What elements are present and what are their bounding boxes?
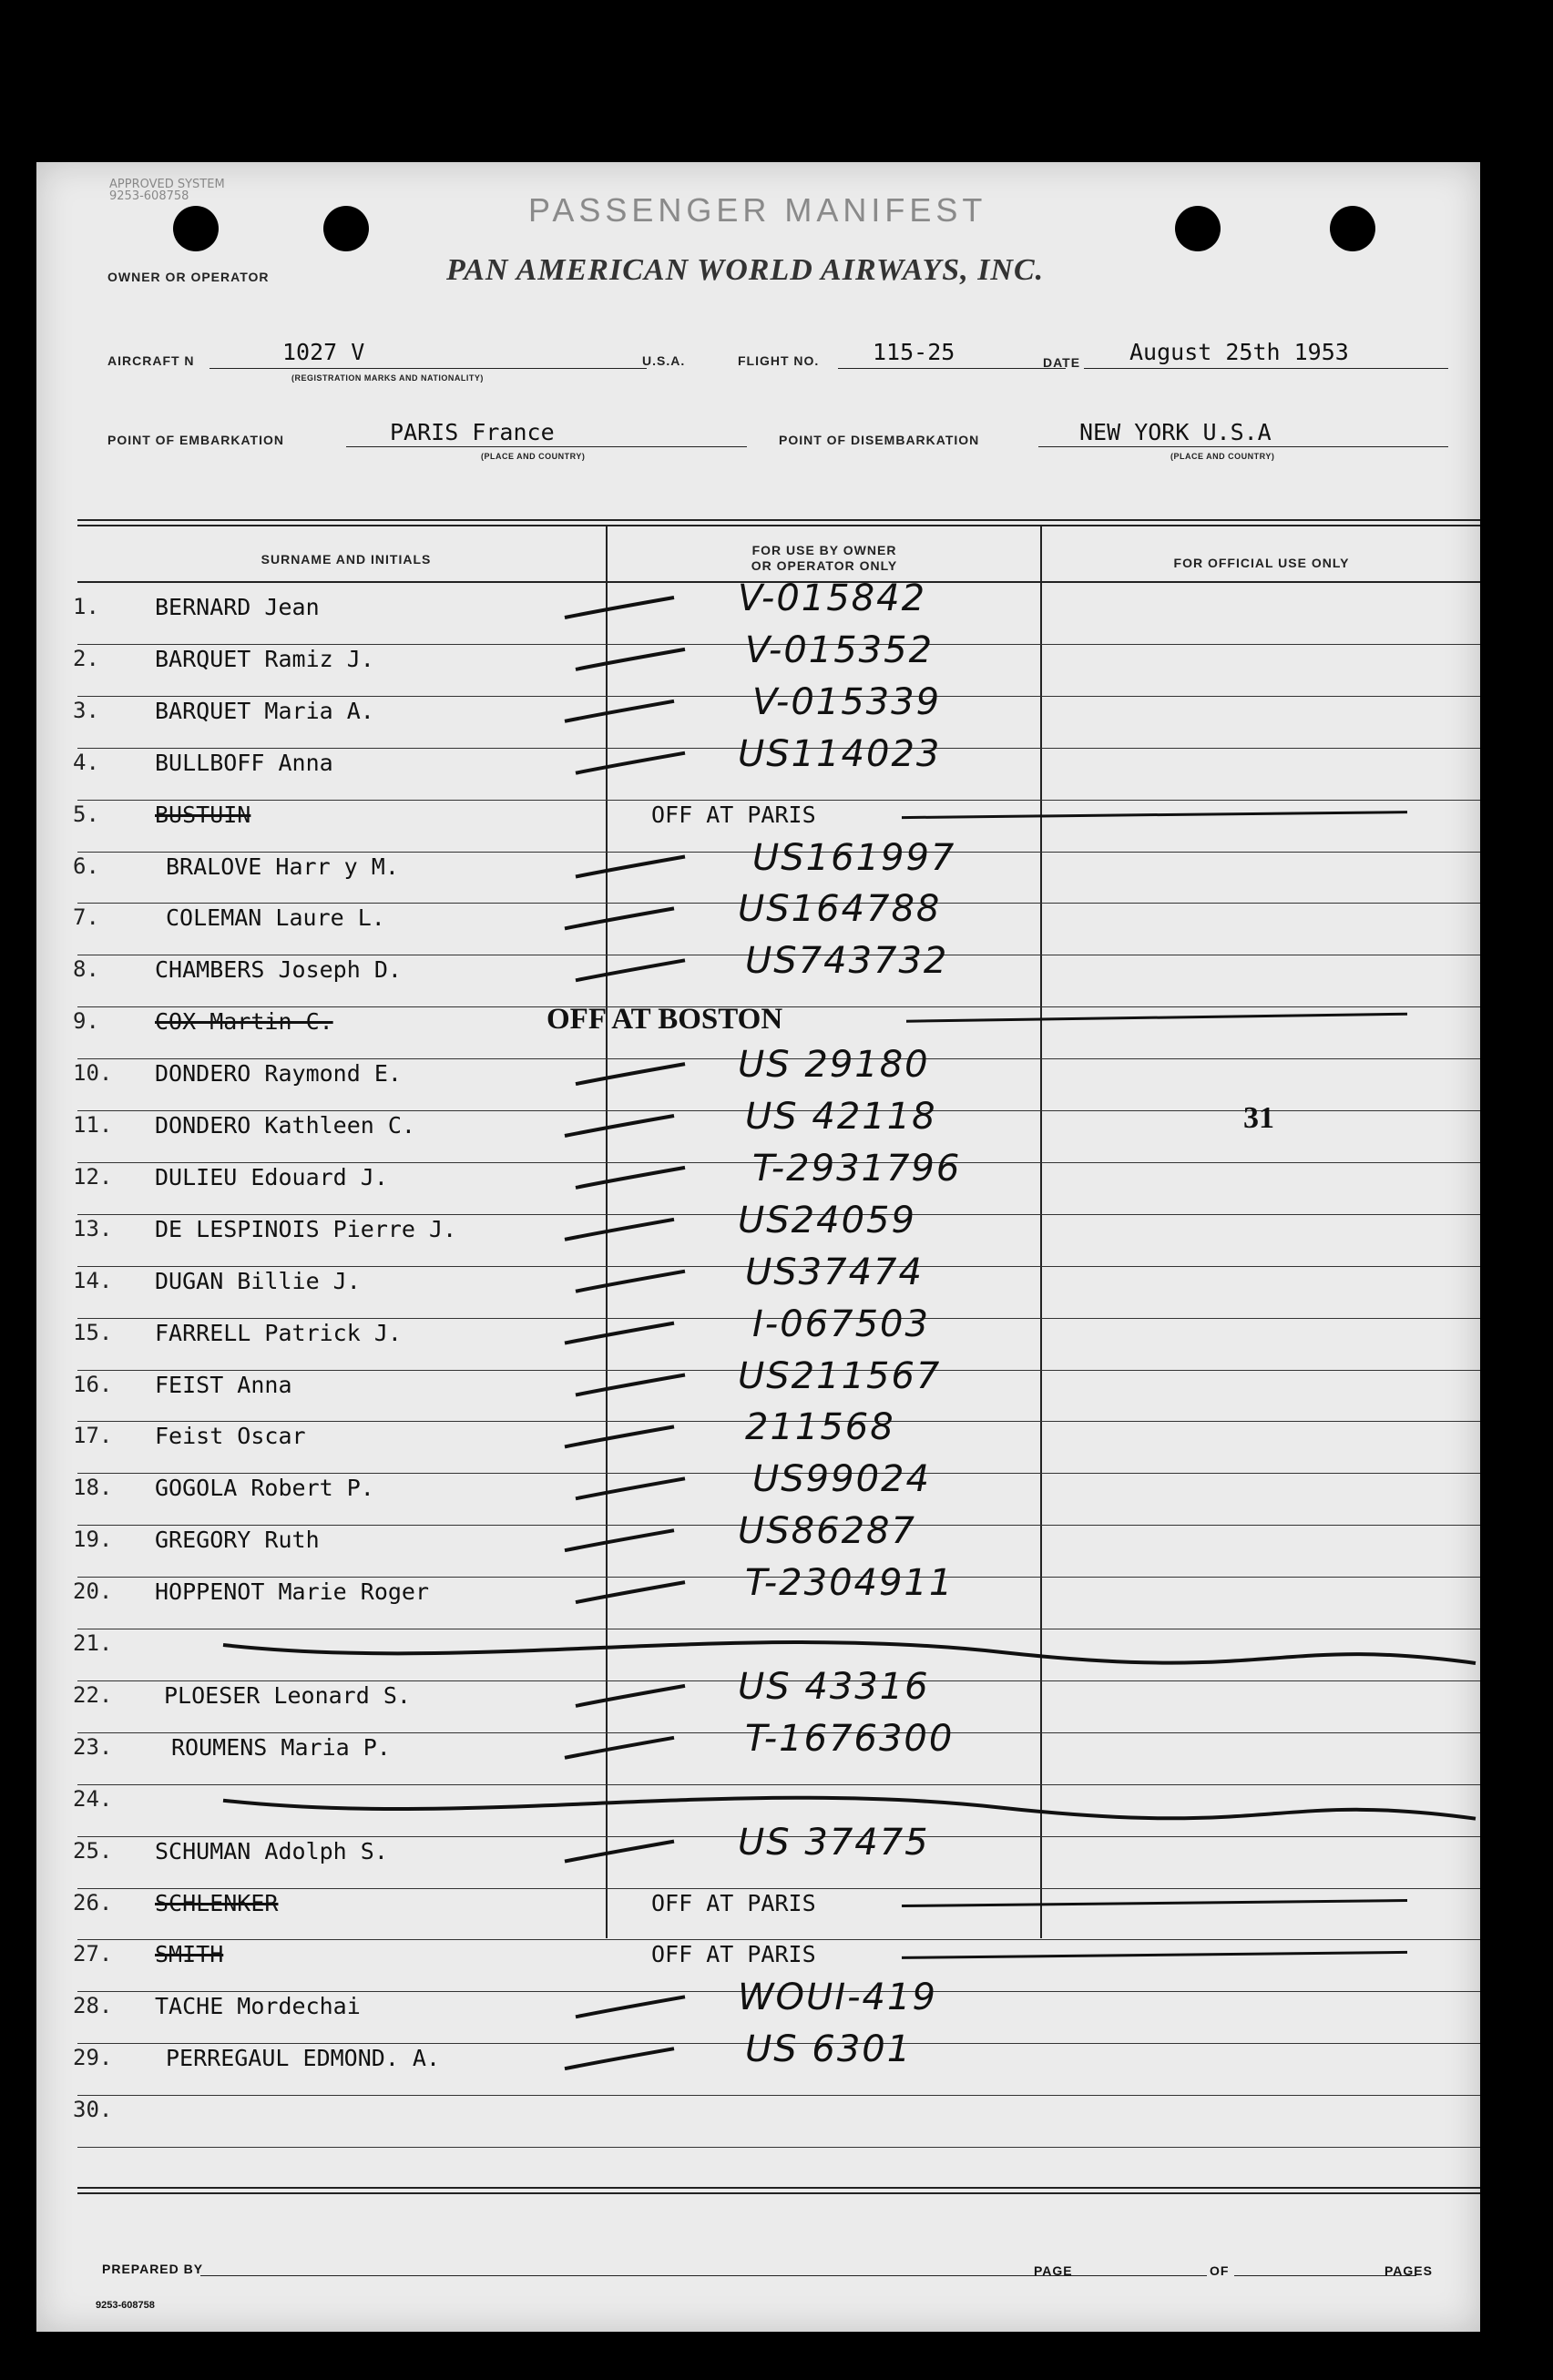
row-number: 4. — [73, 749, 99, 775]
flight-label: FLIGHT NO. — [738, 353, 820, 368]
document-number: V-015352 — [745, 628, 935, 671]
off-note: OFF AT PARIS — [651, 1941, 816, 1968]
row-number: 25. — [73, 1837, 113, 1864]
document-number: US99024 — [752, 1458, 931, 1501]
document-number: US211567 — [738, 1354, 942, 1397]
passenger-name: PERREGAUL EDMOND. A. — [166, 2045, 441, 2072]
row-number: 30. — [73, 2097, 113, 2123]
row-number: 22. — [73, 1681, 113, 1708]
document-number: US86287 — [738, 1510, 916, 1553]
disembark-label: POINT OF DISEMBARKATION — [779, 433, 980, 447]
document-number: I-067503 — [752, 1302, 930, 1345]
passenger-name: TACHE Mordechai — [155, 1993, 361, 2020]
aircraft-label: AIRCRAFT N — [107, 353, 195, 368]
passenger-name: SCHLENKER — [155, 1889, 279, 1916]
row-number: 26. — [73, 1889, 113, 1915]
embark-value: PARIS France — [390, 419, 555, 445]
row-number: 23. — [73, 1733, 113, 1760]
passenger-name: DONDERO Kathleen C. — [155, 1112, 415, 1139]
document-number: US 6301 — [745, 2028, 913, 2071]
row-number: 1. — [73, 594, 99, 619]
disembark-value: NEW YORK U.S.A — [1079, 419, 1272, 445]
row-number: 8. — [73, 956, 99, 983]
row-number: 15. — [73, 1319, 113, 1345]
row-number: 20. — [73, 1578, 113, 1605]
document-number: T-2931796 — [752, 1147, 962, 1190]
document-number: US743732 — [745, 940, 949, 983]
document-number: US 29180 — [738, 1044, 930, 1087]
check-mark — [576, 1997, 685, 2017]
passenger-name: BARQUET Ramiz J. — [155, 645, 374, 672]
check-mark — [565, 908, 674, 928]
document-number: US37474 — [745, 1251, 924, 1293]
row-number: 13. — [73, 1215, 113, 1241]
check-mark — [565, 1842, 674, 1862]
check-mark — [565, 1220, 674, 1240]
passenger-name: SMITH — [155, 1941, 224, 1968]
pages-label: PAGES — [1384, 2263, 1433, 2278]
row-number: 29. — [73, 2045, 113, 2071]
check-mark — [576, 960, 685, 980]
row-number: 5. — [73, 801, 99, 827]
document-number: WOUI-419 — [738, 1977, 937, 2019]
document-number: T-2304911 — [745, 1562, 955, 1605]
embark-label: POINT OF EMBARKATION — [107, 433, 284, 447]
official-use-header: FOR OFFICIAL USE ONLY — [1173, 556, 1350, 570]
document-number: US 37475 — [738, 1821, 930, 1864]
document-number: V-015842 — [738, 577, 927, 619]
passenger-name: BRALOVE Harr y M. — [166, 853, 399, 880]
row-number: 16. — [73, 1371, 113, 1397]
passenger-name: BULLBOFF Anna — [155, 749, 333, 776]
row-number: 9. — [73, 1008, 99, 1035]
check-mark — [565, 1738, 674, 1758]
check-mark — [565, 1323, 674, 1343]
form-number: 9253-608758 — [96, 2300, 155, 2311]
form-title: PASSENGER MANIFEST — [528, 191, 987, 229]
row-number: 24. — [73, 1785, 113, 1812]
check-mark — [576, 857, 685, 877]
void-line — [902, 1901, 1407, 1906]
passenger-name: GOGOLA Robert P. — [155, 1475, 374, 1502]
passenger-name: HOPPENOT Marie Roger — [155, 1578, 430, 1606]
usa-label: U.S.A. — [642, 353, 686, 368]
check-mark — [565, 701, 674, 721]
row-number: 21. — [73, 1630, 113, 1656]
check-mark — [565, 2048, 674, 2068]
passenger-name: COX Martin C. — [155, 1008, 333, 1036]
void-wave — [223, 1798, 1476, 1819]
passenger-name: BUSTUIN — [155, 801, 251, 828]
check-mark — [576, 1168, 685, 1188]
check-mark — [565, 1426, 674, 1446]
registration-note: (REGISTRATION MARKS AND NATIONALITY) — [291, 373, 484, 383]
passenger-name: PLOESER Leonard S. — [164, 1681, 411, 1709]
row-number: 2. — [73, 645, 99, 671]
document-number: US164788 — [738, 888, 942, 931]
document-number: 211568 — [745, 1406, 895, 1449]
passenger-name: DE LESPINOIS Pierre J. — [155, 1215, 457, 1242]
document-number: V-015339 — [752, 680, 942, 723]
off-note: OFF AT PARIS — [651, 1889, 816, 1916]
off-note: OFF AT BOSTON — [547, 1003, 783, 1037]
row-number: 3. — [73, 697, 99, 723]
check-mark — [565, 1530, 674, 1550]
passenger-name: FEIST Anna — [155, 1371, 292, 1398]
row-number: 27. — [73, 1941, 113, 1967]
date-value: August 25th 1953 — [1129, 339, 1349, 365]
row-number: 12. — [73, 1163, 113, 1190]
void-line — [902, 812, 1407, 818]
row-number: 28. — [73, 1993, 113, 2019]
void-wave — [223, 1642, 1476, 1663]
row-number: 17. — [73, 1423, 113, 1449]
row-number: 11. — [73, 1112, 113, 1138]
passenger-name: DONDERO Raymond E. — [155, 1060, 402, 1088]
check-mark — [576, 649, 685, 669]
row-number: 10. — [73, 1060, 113, 1087]
embark-note: (PLACE AND COUNTRY) — [481, 452, 586, 461]
approval-stamp: APPROVED SYSTEM 9253-608758 — [109, 178, 225, 203]
check-mark — [576, 1272, 685, 1292]
owner-label: OWNER OR OPERATOR — [107, 270, 270, 284]
passenger-name: SCHUMAN Adolph S. — [155, 1837, 388, 1864]
passenger-name: CHAMBERS Joseph D. — [155, 956, 402, 984]
prepared-label: PREPARED BY — [102, 2262, 204, 2276]
check-mark — [576, 1686, 685, 1706]
document-number: T-1676300 — [745, 1717, 955, 1760]
void-line — [902, 1952, 1407, 1957]
check-mark — [565, 1116, 674, 1136]
check-mark — [576, 1582, 685, 1602]
row-number: 14. — [73, 1267, 113, 1293]
passenger-name: BERNARD Jean — [155, 594, 320, 620]
owner-use-header: FOR USE BY OWNER OR OPERATOR ONLY — [751, 543, 898, 573]
passenger-name: COLEMAN Laure L. — [166, 904, 385, 932]
page-label: PAGE — [1034, 2263, 1073, 2278]
disembark-note: (PLACE AND COUNTRY) — [1170, 452, 1275, 461]
passenger-name: DUGAN Billie J. — [155, 1267, 361, 1294]
aircraft-value: 1027 V — [282, 339, 365, 365]
document-number: US114023 — [738, 732, 942, 775]
row-number: 18. — [73, 1475, 113, 1501]
passenger-name: FARRELL Patrick J. — [155, 1319, 402, 1346]
void-line — [906, 1014, 1407, 1021]
flight-value: 115-25 — [873, 339, 955, 365]
document-number: US 43316 — [738, 1665, 930, 1708]
of-label: OF — [1210, 2263, 1230, 2278]
check-mark — [576, 1375, 685, 1395]
check-mark — [576, 753, 685, 773]
check-mark — [576, 1478, 685, 1498]
document-number: US 42118 — [745, 1096, 937, 1138]
operator-name: PAN AMERICAN WORLD AIRWAYS, INC. — [446, 253, 1045, 287]
passenger-name: BARQUET Maria A. — [155, 697, 374, 724]
off-note: OFF AT PARIS — [651, 801, 816, 828]
check-mark — [576, 1064, 685, 1084]
official-mark: 31 — [1243, 1101, 1274, 1135]
surname-header: SURNAME AND INITIALS — [261, 552, 432, 567]
date-label: DATE — [1043, 355, 1081, 370]
document-number: US24059 — [738, 1199, 916, 1241]
row-number: 19. — [73, 1527, 113, 1553]
passenger-name: GREGORY Ruth — [155, 1527, 320, 1554]
passenger-name: ROUMENS Maria P. — [171, 1733, 391, 1761]
row-number: 6. — [73, 853, 99, 879]
passenger-name: DULIEU Edouard J. — [155, 1163, 388, 1190]
row-number: 7. — [73, 904, 99, 931]
document-number: US161997 — [752, 836, 956, 879]
passenger-name: Feist Oscar — [155, 1423, 306, 1450]
check-mark — [565, 598, 674, 618]
